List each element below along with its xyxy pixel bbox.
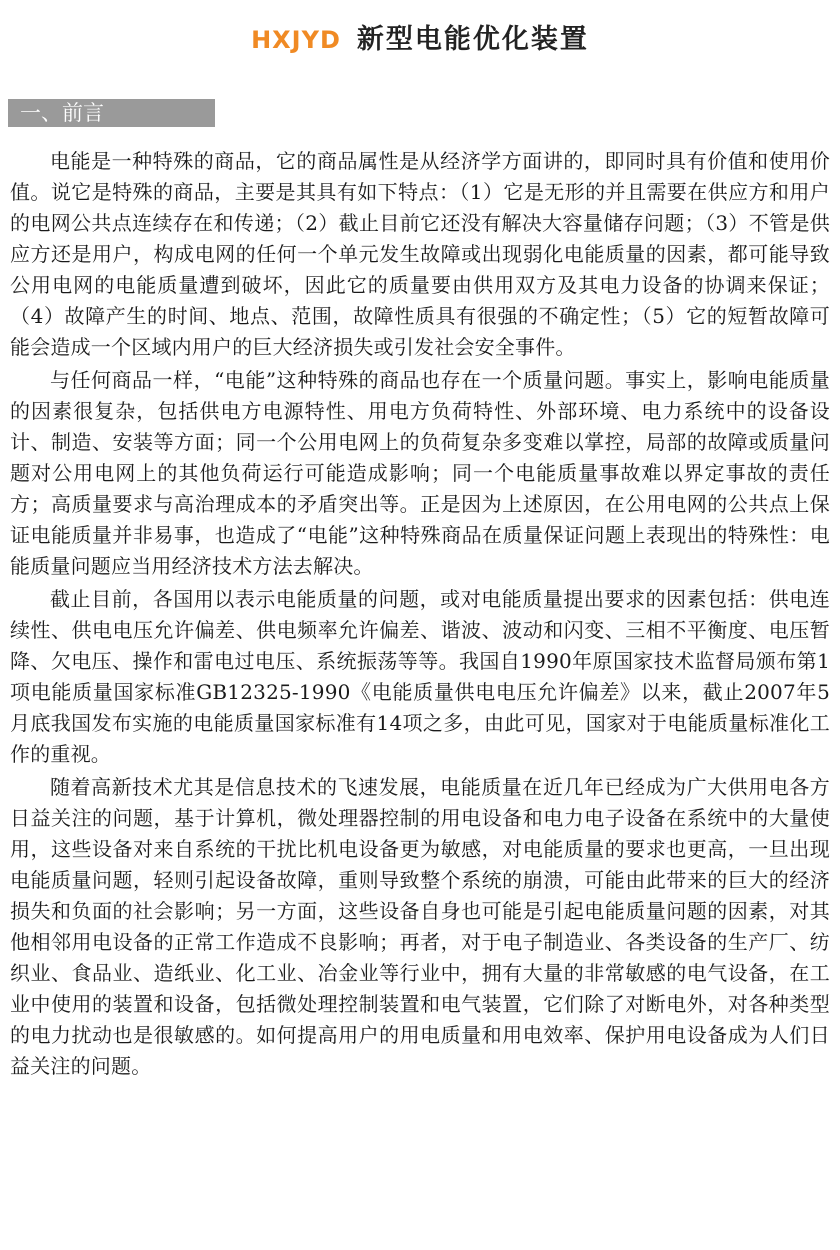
article-body bbox=[10, 146, 830, 1084]
section-heading: 一、前言 bbox=[8, 99, 215, 127]
paragraph: 截止目前，各国用以表示电能质量的问题，或对电能质量提出要求的因素包括：供电连续性、供电电压允许偏差、供电频率允许偏差、谐波、波动和闪变、三相不平衡度、电压暂降、欠电压、操作和雷电过电压、系统振荡等等。我国自1990年原国家技术监督局颁布第1项电能质量国家标准GB12325-1990《电能质量供电电压允许偏差》以来，截止2007年5月底我国发布实施的电能质量国家标准有14项之多，由此可见，国家对于电能质量标准化工作的重视。 bbox=[10, 587, 830, 766]
brand-name: HXJYD bbox=[251, 26, 341, 54]
paragraph: 与任何商品一样，“电能”这种特殊的商品也存在一个质量问题。事实上，影响电能质量的因素很复杂，包括供电方电源特性、用电方负荷特性、外部环境、电力系统中的设备设计、制造、安装等方面；同一个公用电网上的负荷复杂多变难以掌控，局部的故障或质量问题对公用电网上的其他负荷运行可能造成影响；同一个电能质量事故难以界定事故的责任方；高质量要求与高治理成本的矛盾突出等。正是因为上述原因，在公用电网的公共点上保证电能质量并非易事，也造成了“电能”这种特殊商品在质量保证问题上表现出的特殊性：电能质量问题应当用经济技术方法去解决。 bbox=[10, 368, 830, 578]
paragraph: 随着高新技术尤其是信息技术的飞速发展，电能质量在近几年已经成为广大供用电各方日益关注的问题，基于计算机，微处理器控制的用电设备和电力电子设备在系统中的大量使用，这些设备对来自系统的干扰比机电设备更为敏感，对电能质量的要求也更高，一旦出现电能质量问题，轻则引起设备故障，重则导致整个系统的崩溃，可能由此带来的巨大的经济损失和负面的社会影响；另一方面，这些设备自身也可能是引起电能质量问题的因素，对其他相邻用电设备的正常工作造成不良影响；再者，对于电子制造业、各类设备的生产厂、纺织业、食品业、造纸业、化工业、冶金业等行业中，拥有大量的非常敏感的电气设备，在工业中使用的装置和设备，包括微处理控制装置和电气装置，它们除了对断电外，对各种类型的电力扰动也是很敏感的。如何提高用户的用电质量和用电效率、保护用电设备成为人们日益关注的问题。 bbox=[10, 775, 830, 1078]
page-title bbox=[0, 22, 840, 58]
product-title: 新型电能优化装置 bbox=[356, 24, 589, 55]
paragraph: 电能是一种特殊的商品，它的商品属性是从经济学方面讲的，即同时具有价值和使用价值。说它是特殊的商品，主要是其具有如下特点：（1）它是无形的并且需要在供应方和用户的电网公共点连续存在和传递；（2）截止目前它还没有解决大容量储存问题；（3）不管是供应方还是用户，构成电网的任何一个单元发生故障或出现弱化电能质量的因素，都可能导致公用电网的电能质量遭到破坏，因此它的质量要由供用双方及其电力设备的协调来保证；（4）故障产生的时间、地点、范围，故障性质具有很强的不确定性；（5）它的短暂故障可能会造成一个区域内用户的巨大经济损失或引发社会安全事件。 bbox=[10, 149, 830, 359]
